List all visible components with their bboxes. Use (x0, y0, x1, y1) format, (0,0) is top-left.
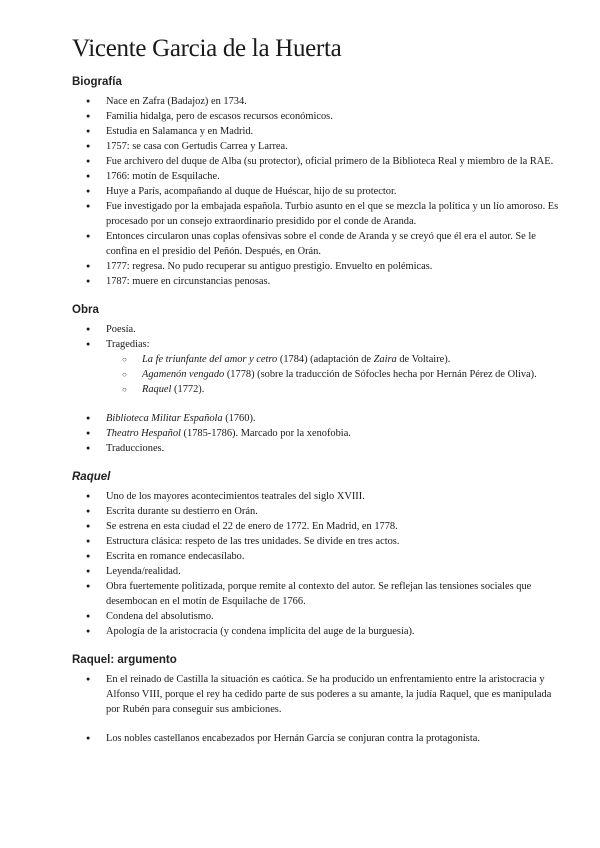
section-obra (72, 302, 560, 456)
list-item: ● Entonces circularon unas coplas ofensivas sobre el conde de Aranda y se creyó que él era el autor. Se le confina en el presidio del Peñón. Después, en Orán. (72, 229, 560, 259)
work-title: La fe triunfante del amor y cetro (142, 354, 278, 365)
list-item: ● 1757: se casa con Gertudis Carrea y Larrea. (72, 139, 560, 154)
list-item: ● Obra fuertemente politizada, porque remite al contexto del autor. Se reflejan las tensiones sociales que desembocan en el motín de Esquilache de 1766. (72, 579, 560, 609)
list-item: ● Uno de los mayores acontecimientos teatrales del siglo XVIII. (72, 489, 560, 504)
list-item: ● 1787: muere en circunstancias penosas. (72, 274, 560, 289)
list-item: ● Leyenda/realidad. (72, 564, 560, 579)
section-heading-obra: Obra (72, 304, 99, 316)
work-detail: (1785-1786). Marcado por la xenofobia. (180, 428, 351, 439)
section-argumento (72, 652, 560, 746)
list-item: ● Fue investigado por la embajada española. Turbio asunto en el que se mezcla la política y un lío amoroso. Es procesado por un consejo extraordinario presidido por el conde de Aranda. (72, 199, 560, 229)
list-item: ● 1777: regresa. No pudo recuperar su antiguo prestigio. Envuelto en polémicas. (72, 259, 560, 274)
list-item: ● 1766: motín de Esquilache. (72, 169, 560, 184)
list-item: ● Traducciones. (72, 441, 560, 456)
section-heading-biografia: Biografía (72, 76, 122, 88)
sublist-item (106, 367, 560, 382)
list-item: ● Escrita en romance endecasílabo. (72, 549, 560, 564)
sublist-item (106, 352, 560, 367)
list-item: ● Familia hidalga, pero de escasos recursos económicos. (72, 109, 560, 124)
work-title: Raquel (142, 384, 172, 395)
raquel-list (72, 489, 560, 639)
section-heading-raquel: Raquel (72, 471, 111, 483)
section-heading-argumento: Raquel: argumento (72, 654, 177, 666)
list-item (72, 426, 560, 441)
list-item: ● Poesía. (72, 322, 560, 337)
list-item-tragedias (72, 337, 560, 411)
tragedias-sublist (106, 352, 560, 397)
spacer (72, 717, 560, 731)
list-item: ● Apología de la aristocracia (y condena implícita del auge de la burguesía). (72, 624, 560, 639)
work-title: Agamenón vengado (142, 369, 225, 380)
sublist-item (106, 382, 560, 397)
list-item: ● Nace en Zafra (Badajoz) en 1734. (72, 94, 560, 109)
spacer (106, 397, 560, 411)
work-detail: (1760). (222, 413, 256, 424)
list-item: ● Fue archivero del duque de Alba (su protector), oficial primero de la Biblioteca Real y miembro de la RAE. (72, 154, 560, 169)
page-title: Vicente Garcia de la Huerta (72, 35, 342, 62)
work-detail: (1784) (adaptación de (277, 354, 374, 365)
obra-list (72, 322, 560, 456)
argumento-list (72, 672, 560, 746)
work-detail: (1772). (171, 384, 205, 395)
list-item (72, 411, 560, 426)
work-title: Zaira (373, 354, 397, 365)
biografia-list (72, 94, 560, 289)
section-biografia (72, 74, 560, 289)
work-detail: (1778) (sobre la traducción de Sófocles hecha por Hernán Pérez de Oliva). (224, 369, 537, 380)
list-item: ● Huye a París, acompañando al duque de Huéscar, hijo de su protector. (72, 184, 560, 199)
list-item: ● En el reinado de Castilla la situación es caótica. Se ha producido un enfrentamiento entre la aristocracia y Alfonso VIII, porque el rey ha cedido parte de sus poderes a su amante, la judía Raquel, que es manipulada por Rubén para conseguir sus ambiciones. (72, 672, 560, 717)
list-item: ● Condena del absolutismo. (72, 609, 560, 624)
list-item: ● Escrita durante su destierro en Orán. (72, 504, 560, 519)
work-detail: de Voltaire). (396, 354, 451, 365)
list-item: ● Se estrena en esta ciudad el 22 de enero de 1772. En Madrid, en 1778. (72, 519, 560, 534)
list-item: ● Estudia en Salamanca y en Madrid. (72, 124, 560, 139)
list-item: ● Estructura clásica: respeto de las tres unidades. Se divide en tres actos. (72, 534, 560, 549)
section-raquel (72, 469, 560, 639)
work-title: Theatro Hespañol (106, 428, 181, 439)
list-item: ● Los nobles castellanos encabezados por Hernán García se conjuran contra la protagonista. (72, 731, 560, 746)
work-title: Biblioteca Militar Española (106, 413, 223, 424)
tragedias-label: Tragedias: (106, 339, 150, 350)
